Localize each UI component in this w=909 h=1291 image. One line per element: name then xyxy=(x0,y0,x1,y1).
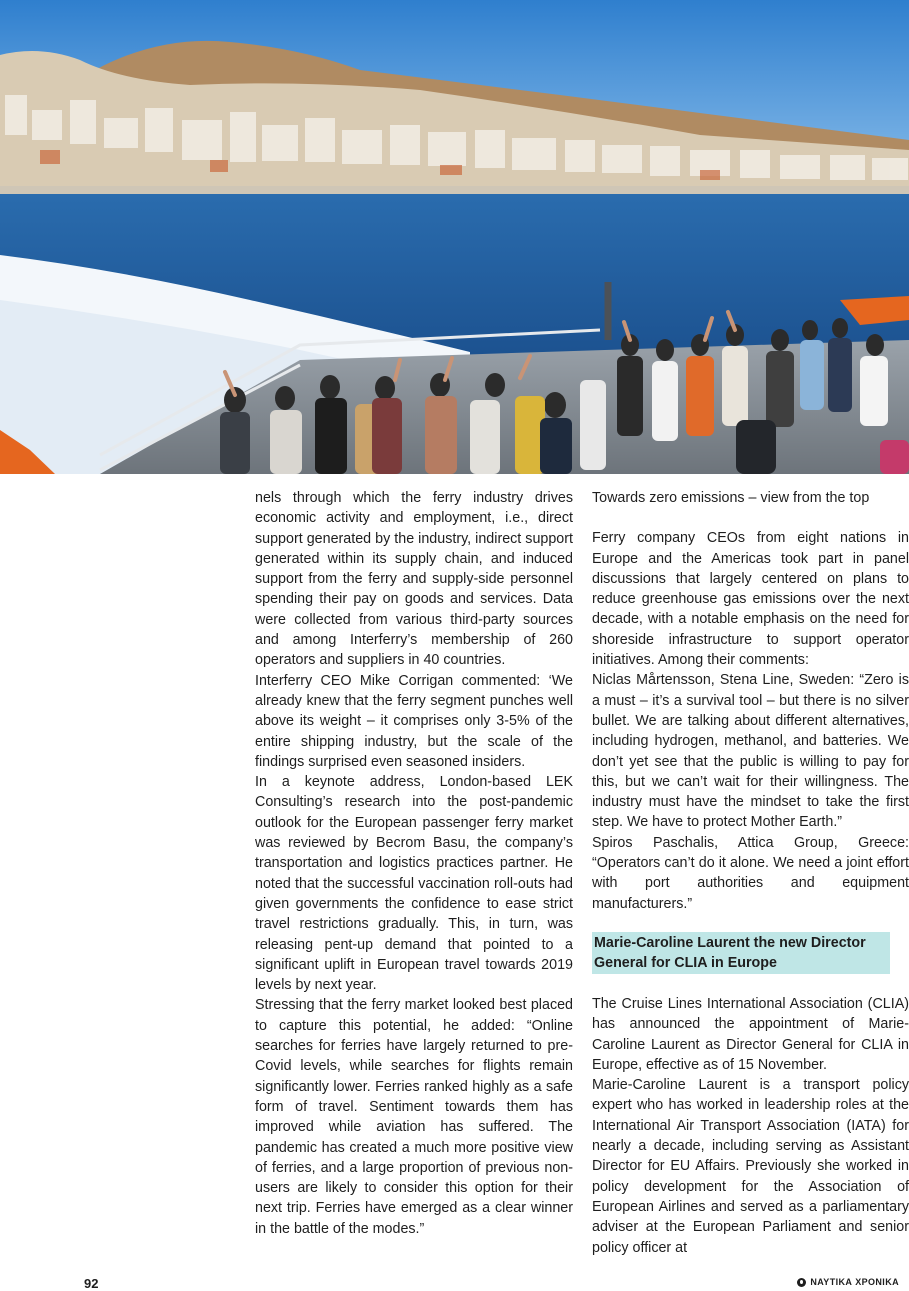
hero-photo xyxy=(0,0,909,474)
article-right-column xyxy=(592,488,909,1258)
article-left-column xyxy=(255,488,573,1239)
section-heading: Towards zero emissions – view from the top xyxy=(592,490,870,506)
paragraph: The Cruise Lines International Association (CLIA) has announced the appointment of Marie-Caroline Laurent as Director General for CLIA in Europe, effective as of 15 November. xyxy=(592,995,909,1073)
highlighted-heading: Marie-Caroline Laurent the new Director General for CLIA in Europe xyxy=(592,932,890,974)
paragraph: nels through which the ferry industry drives economic activity and employment, i.e., direct support generated by the industry, indirect support generated within its supply chain, and induced support from the ferry and supply-side personnel spending their pay on goods and services. Data were collected from various third-party sources and among Interferry’s membership of 260 operators and suppliers in 40 countries. xyxy=(255,490,573,669)
ferry-harbor-illustration xyxy=(0,0,909,474)
publication-brand xyxy=(797,1277,899,1287)
paragraph: Niclas Mårtensson, Stena Line, Sweden: “Zero is a must – it’s a survival tool – but there is no silver bullet. We are talking about different alternatives, including hydrogen, methanol, and batteries. We don’t yet see that the public is willing to pay for this, but we can’t wait for their willingness. The industry must have the mindset to take the first step. We have to protect Mother Earth.” xyxy=(592,672,909,831)
paragraph: Interferry CEO Mike Corrigan commented: ‘We already knew that the ferry segment punches well above its weight – it comprises only 3-5% of the entire shipping industry, but the scale of the findings surprised even seasoned insiders. xyxy=(255,672,573,770)
publication-name: ΝΑΥΤΙΚΑ ΧΡΟΝΙΚΑ xyxy=(810,1277,899,1287)
page-number: 92 xyxy=(84,1276,99,1291)
paragraph: In a keynote address, London-based LEK Consulting’s research into the post-pandemic outlook for the European passenger ferry market was reviewed by Becrom Basu, the company’s transportation and logistics practices partner. He noted that the successful vaccination roll-outs had given governments the confidence to ease strict travel restrictions gradually. This, in turn, was releasing pent-up demand that pointed to a significant uplift in European travel towards 2019 levels by next year. xyxy=(255,774,573,994)
paragraph: Marie-Caroline Laurent is a transport policy expert who has worked in leadership roles at the International Air Transport Association (IATA) for nearly a decade, including serving as Assistant Director for EU Affairs. Previously she worked in policy development for the Association of European Airlines and served as a parliamentary adviser at the European Parliament and senior policy officer at xyxy=(592,1077,909,1256)
paragraph: Stressing that the ferry market looked best placed to capture this potential, he added: “Online searches for ferries have largely returned to pre-Covid levels, while searches for flights remain significantly lower. Ferries ranked highly as a safe form of travel. Sentiment towards them has improved while aviation has suffered. The pandemic has created a much more positive view of ferries, and a large proportion of previous non-users are likely to consider this option for their next trip. Ferries have emerged as a clear winner in the battle of the modes.” xyxy=(255,997,573,1237)
paragraph: Spiros Paschalis, Attica Group, Greece: “Operators can’t do it alone. We need a joint effort with port authorities and equipment manufacturers.” xyxy=(592,834,909,912)
paragraph: Ferry company CEOs from eight nations in Europe and the Americas took part in panel discussions that largely centered on plans to reduce greenhouse gas emissions over the next decade, with a notable emphasis on the need for shoreside infrastructure to support operator initiatives. Among their comments: xyxy=(592,530,909,669)
quay xyxy=(0,186,909,194)
brand-logo-icon xyxy=(797,1278,806,1287)
